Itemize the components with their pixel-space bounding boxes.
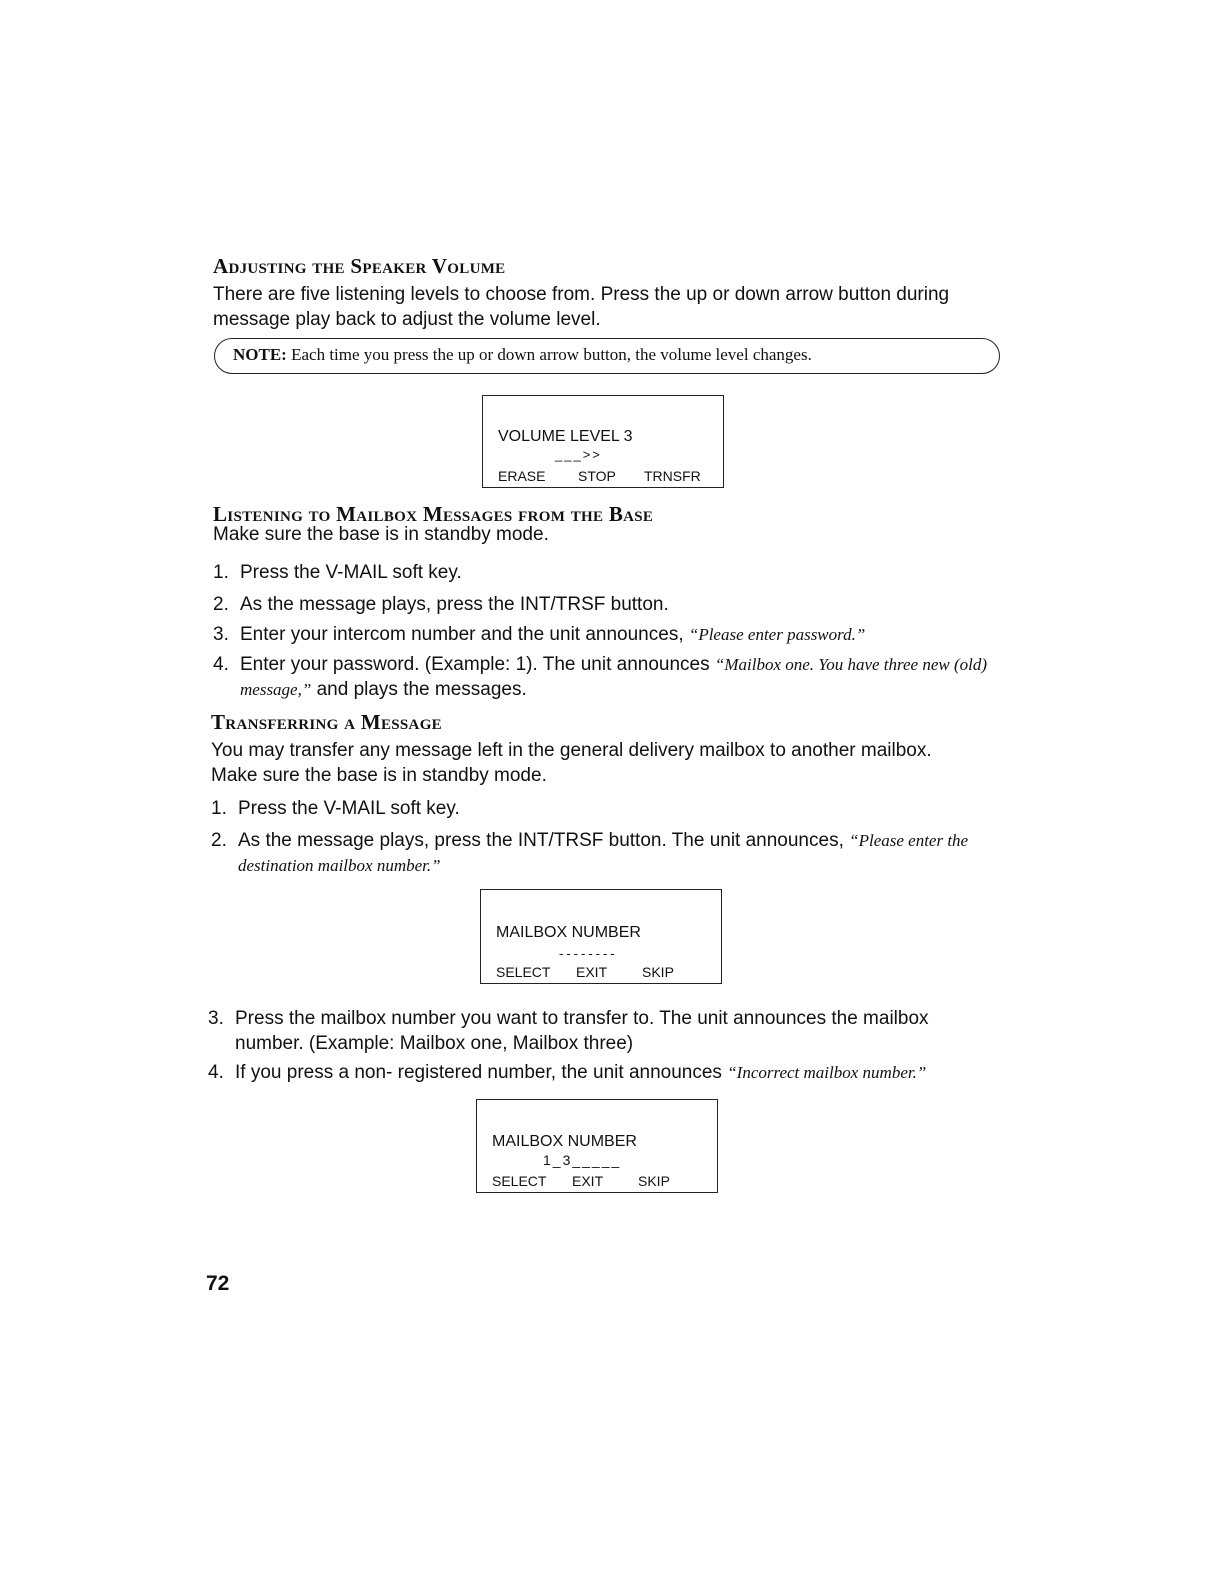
section-heading-transferring: Transferring a Message	[211, 710, 442, 734]
mailbox-display-1-line2: --------	[559, 946, 618, 961]
step-number: 2.	[211, 830, 227, 851]
step-text: Enter your password. (Example: 1). The unit announces	[240, 654, 715, 675]
step-number: 2.	[213, 594, 229, 615]
step-text: Press the V-MAIL soft key.	[240, 562, 462, 583]
volume-body: There are five listening levels to choose from. Press the up or down arrow button during message play back to adjust the volume level.	[213, 284, 950, 330]
page-number: 72	[206, 1272, 230, 1295]
mailbox-display-2-keys	[492, 1173, 670, 1189]
mailbox-display-1-keys	[496, 964, 674, 980]
section-heading-listening: Listening to Mailbox Messages from the Base	[213, 502, 654, 526]
step-number: 4.	[213, 654, 229, 675]
listening-intro: Make sure the base is in standby mode.	[213, 524, 549, 545]
volume-display-line2: ___>>	[555, 447, 602, 462]
step-quote: “Please enter the destination mailbox number.”	[238, 831, 969, 875]
volume-display-line1: VOLUME LEVEL 3	[498, 428, 633, 445]
step-tail: and plays the messages.	[311, 679, 527, 700]
step-quote: “Incorrect mailbox number.”	[727, 1063, 927, 1082]
softkey-exit: EXIT	[576, 964, 608, 980]
transferring-step-4	[208, 1060, 998, 1085]
mailbox-display-2-line2: 1_3_____	[543, 1152, 622, 1168]
softkey-erase: ERASE	[498, 468, 546, 484]
transferring-step-1	[211, 796, 1001, 821]
softkey-stop: STOP	[578, 468, 616, 484]
step-number: 4.	[208, 1062, 224, 1083]
listening-step-4	[213, 652, 1003, 702]
listening-step-3	[213, 622, 1003, 647]
volume-display-keys	[498, 468, 701, 484]
listening-step-1	[213, 560, 1003, 585]
mailbox-display-1	[480, 889, 722, 984]
mailbox-display-2-line1: MAILBOX NUMBER	[492, 1133, 637, 1150]
transferring-step-3	[208, 1006, 998, 1056]
listening-step-2	[213, 592, 1003, 617]
softkey-skip: SKIP	[642, 964, 674, 980]
step-quote: “Mailbox one. You have three new (old) message,”	[240, 655, 988, 699]
step-number: 3.	[208, 1008, 224, 1029]
step-text: Press the mailbox number you want to transfer to. The unit announces the mailbox number. (Example: Mailbox one, Mailbox three)	[235, 1008, 929, 1054]
volume-display	[482, 395, 724, 488]
section-heading-volume: Adjusting the Speaker Volume	[213, 254, 506, 278]
softkey-select: SELECT	[496, 964, 551, 980]
mailbox-display-1-line1: MAILBOX NUMBER	[496, 924, 641, 941]
step-text: Enter your intercom number and the unit announces,	[240, 624, 689, 645]
step-number: 1.	[213, 562, 229, 583]
softkey-select: SELECT	[492, 1173, 547, 1189]
step-text: Press the V-MAIL soft key.	[238, 798, 460, 819]
softkey-trnsfr: TRNSFR	[644, 468, 701, 484]
step-number: 3.	[213, 624, 229, 645]
step-text: As the message plays, press the INT/TRSF button.	[240, 594, 669, 615]
note-box	[214, 338, 1000, 374]
softkey-exit: EXIT	[572, 1173, 604, 1189]
step-number: 1.	[211, 798, 227, 819]
note-label: NOTE:	[233, 345, 287, 364]
transferring-intro: You may transfer any message left in the general delivery mailbox to another mailbox. Make sure the base is in standby mode.	[211, 740, 932, 786]
mailbox-display-2	[476, 1099, 718, 1193]
step-quote: “Please enter password.”	[688, 625, 866, 644]
step-text: As the message plays, press the INT/TRSF button. The unit announces,	[238, 830, 850, 851]
softkey-skip: SKIP	[638, 1173, 670, 1189]
transferring-step-2	[211, 828, 1001, 878]
note-text: Each time you press the up or down arrow button, the volume level changes.	[291, 345, 812, 364]
step-text: If you press a non- registered number, the unit announces	[235, 1062, 728, 1083]
